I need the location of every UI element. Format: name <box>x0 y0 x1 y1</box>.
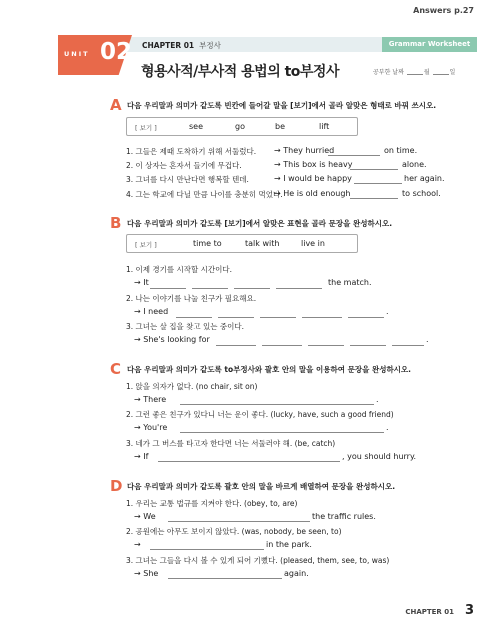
question-a4-suffix: to school. <box>402 189 441 198</box>
word-box-item: be <box>275 122 285 131</box>
answer-blank[interactable] <box>168 521 310 522</box>
question-b1-korean: 1. 이제 경기를 시작할 시간이다. <box>126 265 233 274</box>
word-box-label: [ 보기 ] <box>135 241 157 249</box>
answer-blank[interactable] <box>158 461 340 462</box>
question-d2-prefix: → <box>134 540 141 549</box>
word-box-item: time to <box>193 239 222 248</box>
month-blank[interactable] <box>407 74 423 75</box>
unit-number: 02 <box>100 39 133 65</box>
day-blank[interactable] <box>433 74 449 75</box>
question-b2-suffix: . <box>386 307 389 316</box>
word-box-item: lift <box>319 122 330 131</box>
answer-blank[interactable] <box>260 317 296 318</box>
answer-blank[interactable] <box>176 317 212 318</box>
section-b-instruction: 다음 우리말과 의미가 같도록 [보기]에서 알맞은 표현을 골라 문장을 완성하시오. <box>127 219 393 228</box>
word-box-item: talk with <box>245 239 280 248</box>
answer-blank[interactable] <box>328 155 380 156</box>
question-a3-korean: 3. 그녀를 다시 만난다면 행복할 텐데. <box>126 175 249 184</box>
answer-blank[interactable] <box>216 345 256 346</box>
question-d1-korean: 1. 우리는 교통 법규를 지켜야 한다. (obey, to, are) <box>126 499 298 508</box>
question-a3-prefix: → I would be happy <box>274 174 352 183</box>
question-a4-prefix: → He is old enough <box>274 189 351 198</box>
answer-blank[interactable] <box>218 317 254 318</box>
question-b3-korean: 3. 그녀는 살 집을 찾고 있는 중이다. <box>126 322 245 331</box>
question-d3-prefix: → She <box>134 569 159 578</box>
question-b3-prefix: → She's looking for <box>134 335 210 344</box>
question-c1-suffix: . <box>376 395 379 404</box>
question-a4-korean: 4. 그는 학교에 다닐 만큼 나이를 충분히 먹었다. <box>126 190 283 199</box>
answer-blank[interactable] <box>150 549 264 550</box>
word-box-item: see <box>189 122 204 131</box>
question-c3-suffix: , you should hurry. <box>342 452 417 461</box>
answer-blank[interactable] <box>350 345 386 346</box>
page-number: 3 <box>464 603 474 618</box>
answer-blank[interactable] <box>180 432 384 433</box>
question-a2-prefix: → This box is heavy <box>274 160 353 169</box>
question-a2-suffix: alone. <box>402 160 427 169</box>
chapter-subject: 부정사 <box>199 41 221 50</box>
section-a-instruction: 다음 우리말과 의미가 같도록 빈칸에 들어갈 말을 [보기]에서 골라 알맞은 형태로 바꿔 쓰시오. <box>127 101 437 110</box>
answer-blank[interactable] <box>302 317 342 318</box>
question-c2-prefix: → You're <box>134 423 168 432</box>
question-c3-korean: 3. 네가 그 버스를 타고자 한다면 너는 서둘러야 해. (be, catch) <box>126 439 336 448</box>
answer-blank[interactable] <box>192 288 228 289</box>
section-c-letter: C <box>110 360 122 378</box>
chapter-label <box>142 40 221 51</box>
study-date <box>373 67 455 76</box>
unit-word: UNIT <box>64 50 90 58</box>
question-a3-suffix: her again. <box>404 174 445 183</box>
answer-blank[interactable] <box>234 288 270 289</box>
study-date-label: 공부한 날짜 <box>373 69 404 76</box>
question-b2-korean: 2. 나는 이야기를 나눌 친구가 필요해요. <box>126 294 257 303</box>
chapter-number: CHAPTER 01 <box>142 41 195 50</box>
question-c2-korean: 2. 그런 좋은 친구가 있다니 너는 운이 좋다. (lucky, have, such a good friend) <box>126 410 394 419</box>
section-c-instruction: 다음 우리말과 의미가 같도록 to부정사와 괄호 안의 말을 이용하여 문장을 완성하시오. <box>127 365 412 374</box>
question-a1-suffix: on time. <box>384 146 418 155</box>
question-c1-prefix: → There <box>134 395 167 404</box>
question-d1-suffix: the traffic rules. <box>312 512 376 521</box>
day-label: 일 <box>449 69 456 76</box>
question-c3-prefix: → If <box>134 452 149 461</box>
answer-blank[interactable] <box>350 198 398 199</box>
footer-chapter: CHAPTER 01 <box>405 608 454 616</box>
question-d2-korean: 2. 공원에는 아무도 보이지 않았다. (was, nobody, be seen, to) <box>126 527 342 536</box>
section-b-letter: B <box>110 214 122 232</box>
answer-blank[interactable] <box>308 345 344 346</box>
page-title: 형용사적/부사적 용법의 to부정사 <box>141 64 339 80</box>
question-d1-prefix: → We <box>134 512 156 521</box>
answer-blank[interactable] <box>392 345 424 346</box>
question-a2-korean: 2. 이 상자는 혼자서 들기에 무겁다. <box>126 161 242 170</box>
word-box-item: live in <box>301 239 325 248</box>
word-box-label: [ 보기 ] <box>135 124 157 132</box>
month-label: 월 <box>423 69 430 76</box>
section-a-word-box <box>126 117 358 136</box>
answer-blank[interactable] <box>350 169 398 170</box>
answer-blank[interactable] <box>150 288 186 289</box>
question-b1-prefix: → It <box>134 278 149 287</box>
answer-blank[interactable] <box>262 345 302 346</box>
question-d2-suffix: in the park. <box>266 540 312 549</box>
question-c2-suffix: . <box>386 423 389 432</box>
answer-blank[interactable] <box>180 404 374 405</box>
section-d-letter: D <box>110 477 123 495</box>
question-c1-korean: 1. 앉을 의자가 없다. (no chair, sit on) <box>126 382 258 391</box>
question-b1-suffix: the match. <box>328 278 372 287</box>
answer-blank[interactable] <box>276 288 322 289</box>
question-b2-prefix: → I need <box>134 307 169 316</box>
section-d-instruction: 다음 우리말과 의미가 같도록 괄호 안의 말을 바르게 배열하여 문장을 완성하시오. <box>127 482 396 491</box>
answer-blank[interactable] <box>354 183 402 184</box>
answers-page-ref: Answers p.27 <box>413 6 474 15</box>
worksheet-label: Grammar Worksheet <box>382 37 477 52</box>
section-b-word-box <box>126 234 358 253</box>
question-b3-suffix: . <box>426 335 429 344</box>
question-d3-korean: 3. 그녀는 그들을 다시 볼 수 있게 되어 기뻤다. (pleased, them, see, to, was) <box>126 556 390 565</box>
question-a1-prefix: → They hurried <box>274 146 335 155</box>
section-a-letter: A <box>110 96 122 114</box>
word-box-item: go <box>235 122 245 131</box>
question-a1-korean: 1. 그들은 제때 도착하기 위해 서둘렀다. <box>126 147 257 156</box>
question-d3-suffix: again. <box>284 569 309 578</box>
answer-blank[interactable] <box>168 578 282 579</box>
answer-blank[interactable] <box>348 317 384 318</box>
